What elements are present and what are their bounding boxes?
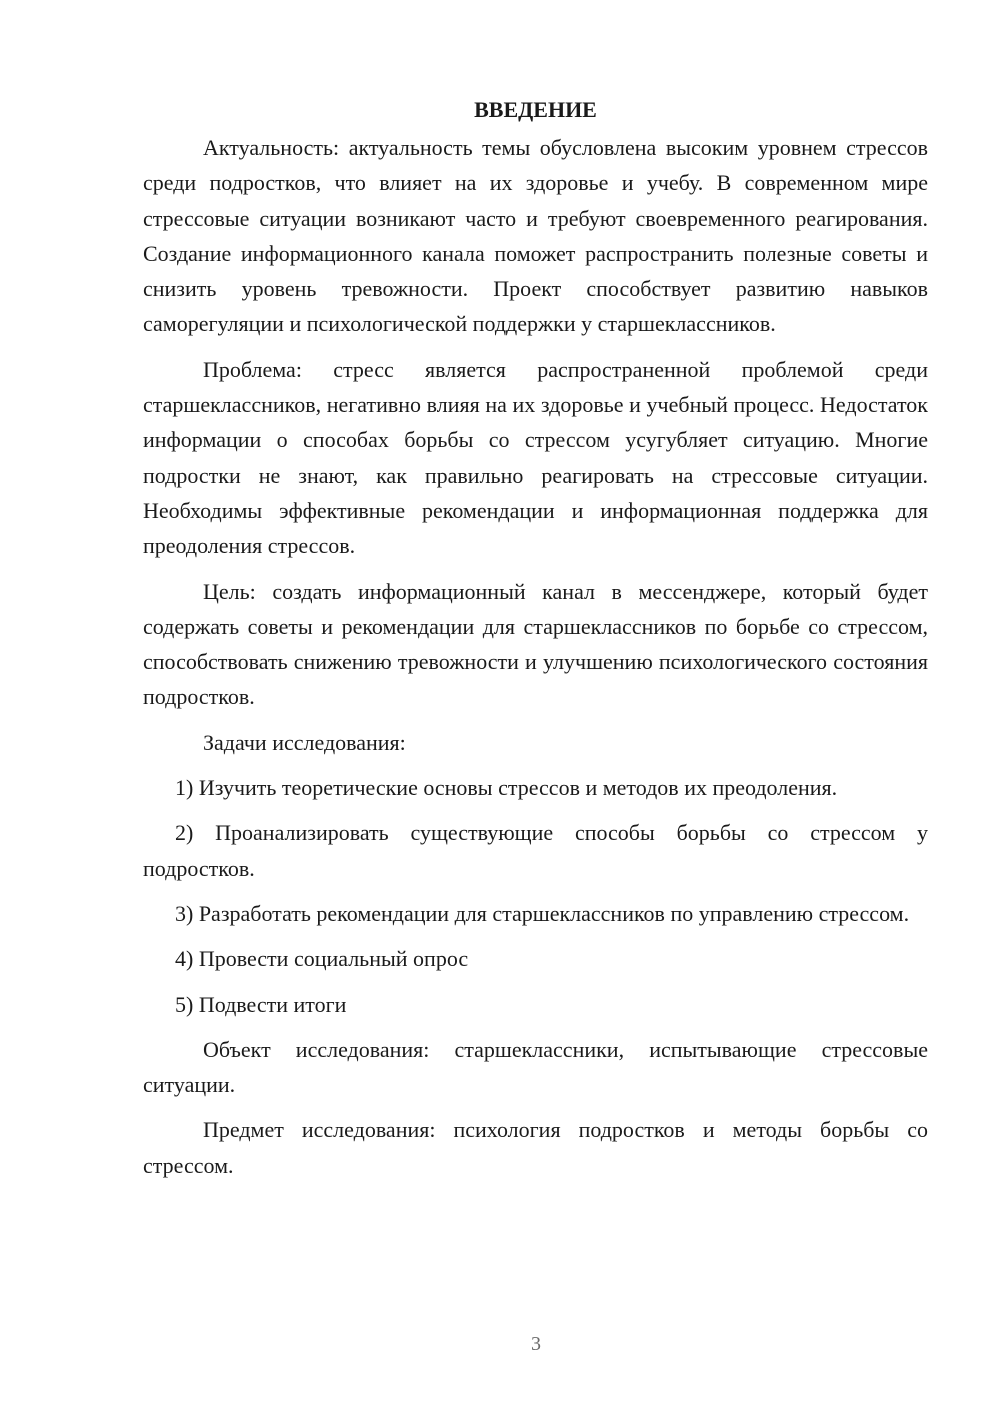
- page-number: 3: [531, 1333, 541, 1355]
- list-item: 1) Изучить теоретические основы стрессов и методов их преодоления.: [175, 775, 838, 801]
- paragraph-subject: Предмет исследования: психология подростков и методы борьбы со стрессом.: [143, 1117, 928, 1178]
- tasks-list: [143, 770, 928, 1022]
- paragraph-goal: Цель: создать информационный канал в мессенджере, который будет содержать советы и рекомендации для старшеклассников по борьбе со стрессом, способствовать снижению тревожности и улучшению психологического состояния подростков.: [143, 578, 928, 710]
- document-page: [143, 94, 928, 1193]
- paragraph-problem: Проблема: стресс является распространенной проблемой среди старшеклассников, негативно влияя на их здоровье и учебный процесс. Недостаток информации о способах борьбы со стрессом усугубляет ситуацию. Многие подростки не знают, как правильно реагировать на стрессовые ситуации. Необходимы эффективные рекомендации и информационная поддержка для преодоления стрессов.: [143, 356, 928, 559]
- paragraph-relevance: Актуальность: актуальность темы обусловлена высоким уровнем стрессов среди подростков, что влияет на их здоровье и учебу. В современном мире стрессовые ситуации возникают часто и требуют своевременного реагирования. Создание информационного канала поможет распространить полезные советы и снизить уровень тревожности. Проект способствует развитию навыков саморегуляции и психологической поддержки у старшеклассников.: [143, 135, 928, 337]
- paragraph-object: Объект исследования: старшеклассники, испытывающие стрессовые ситуации.: [143, 1036, 928, 1098]
- tasks-heading: Задачи исследования:: [203, 729, 406, 755]
- list-item: 5) Подвести итоги: [175, 991, 347, 1017]
- list-item: 3) Разработать рекомендации для старшеклассников по управлению стрессом.: [175, 900, 910, 926]
- list-item: 4) Провести социальный опрос: [175, 946, 469, 972]
- list-item: 2) Проанализировать существующие способы борьбы со стрессом у подростков.: [143, 820, 928, 881]
- section-title: ВВЕДЕНИЕ: [474, 97, 597, 122]
